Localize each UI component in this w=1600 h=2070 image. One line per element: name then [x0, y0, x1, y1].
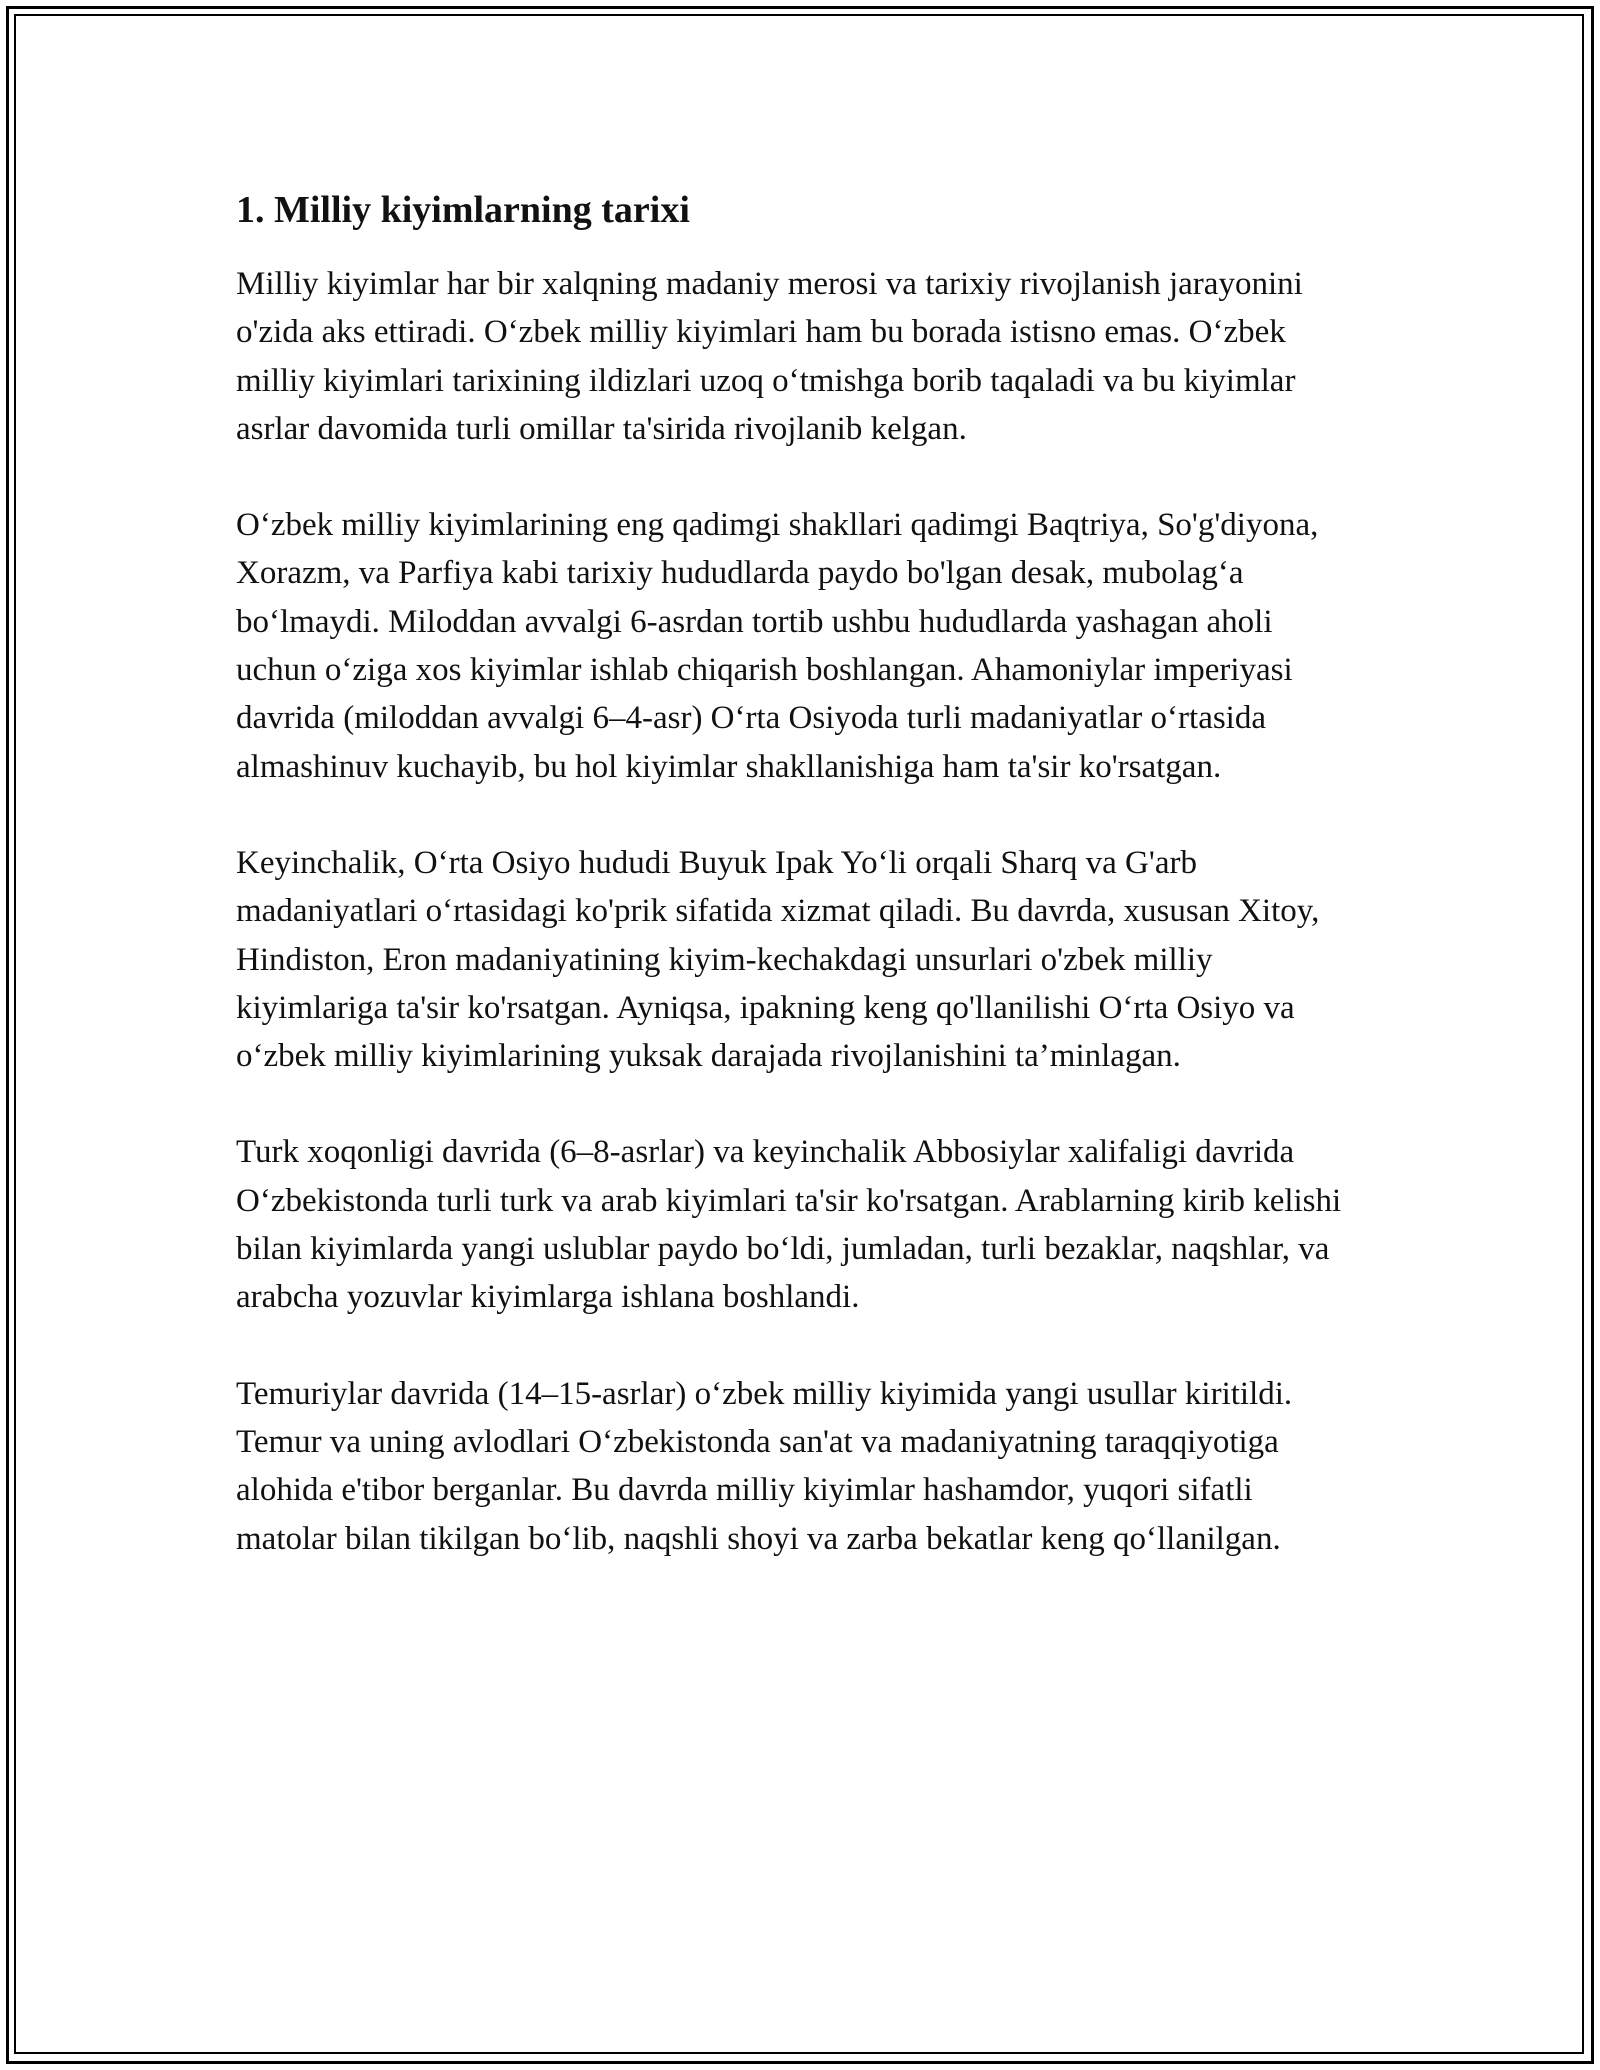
document-body — [236, 186, 1360, 1611]
paragraph-1: Milliy kiyimlar har bir xalqning madaniy merosi va tarixiy rivojlanish jarayonini o'zida aks ettiradi. Oʻzbek milliy kiyimlari ham bu borada istisno emas. Oʻzbek milliy kiyimlari tarixining ildizlari uzoq oʻtmishga borib taqaladi va bu kiyimlar asrlar davomida turli omillar ta'sirida rivojlanib kelgan. — [236, 266, 1303, 447]
paragraph-3: Keyinchalik, Oʻrta Osiyo hududi Buyuk Ipak Yoʻli orqali Sharq va G'arb madaniyatlari oʻrtasidagi ko'prik sifatida xizmat qiladi. Bu davrda, xususan Xitoy, Hindiston, Eron madaniyatining kiyim-kechakdagi unsurlari o'zbek milliy kiyimlariga ta'sir ko'rsatgan. Ayniqsa, ipakning keng qo'llanilishi Oʻrta Osiyo va oʻzbek milliy kiyimlarining yuksak darajada rivojlanishini ta’minlagan. — [236, 844, 1320, 1075]
section-heading: 1. Milliy kiyimlarning tarixi — [236, 189, 690, 231]
paragraph-5: Temuriylar davrida (14–15-asrlar) oʻzbek milliy kiyimida yangi usullar kiritildi. Temur va uning avlodlari Oʻzbekistonda san'at va madaniyatning taraqqiyotiga alohida e'tibor berganlar. Bu davrda milliy kiyimlar hashamdor, yuqori sifatli matolar bilan tikilgan boʻlib, naqshli shoyi va zarba bekatlar keng qoʻllanilgan. — [236, 1375, 1293, 1557]
paragraph-2: Oʻzbek milliy kiyimlarining eng qadimgi shakllari qadimgi Baqtriya, So'g'diyona, Xorazm, va Parfiya kabi tarixiy hududlarda paydo bo'lgan desak, mubolagʻa boʻlmaydi. Miloddan avvalgi 6-asrdan tortib ushbu hududlarda yashagan aholi uchun oʻziga xos kiyimlar ishlab chiqarish boshlangan. Ahamoniylar imperiyasi davrida (miloddan avvalgi 6–4-asr) Oʻrta Osiyoda turli madaniyatlar oʻrtasida almashinuv kuchayib, bu hol kiyimlar shakllanishiga ham ta'sir ko'rsatgan. — [236, 507, 1319, 785]
paragraph-4: Turk xoqonligi davrida (6–8-asrlar) va keyinchalik Abbosiylar xalifaligi davrida Oʻzbekistonda turli turk va arab kiyimlari ta'sir ko'rsatgan. Arablarning kirib kelishi bilan kiyimlarda yangi uslublar paydo boʻldi, jumladan, turli bezaklar, naqshlar, va arabcha yozuvlar kiyimlarga ishlana boshlandi. — [236, 1134, 1342, 1316]
